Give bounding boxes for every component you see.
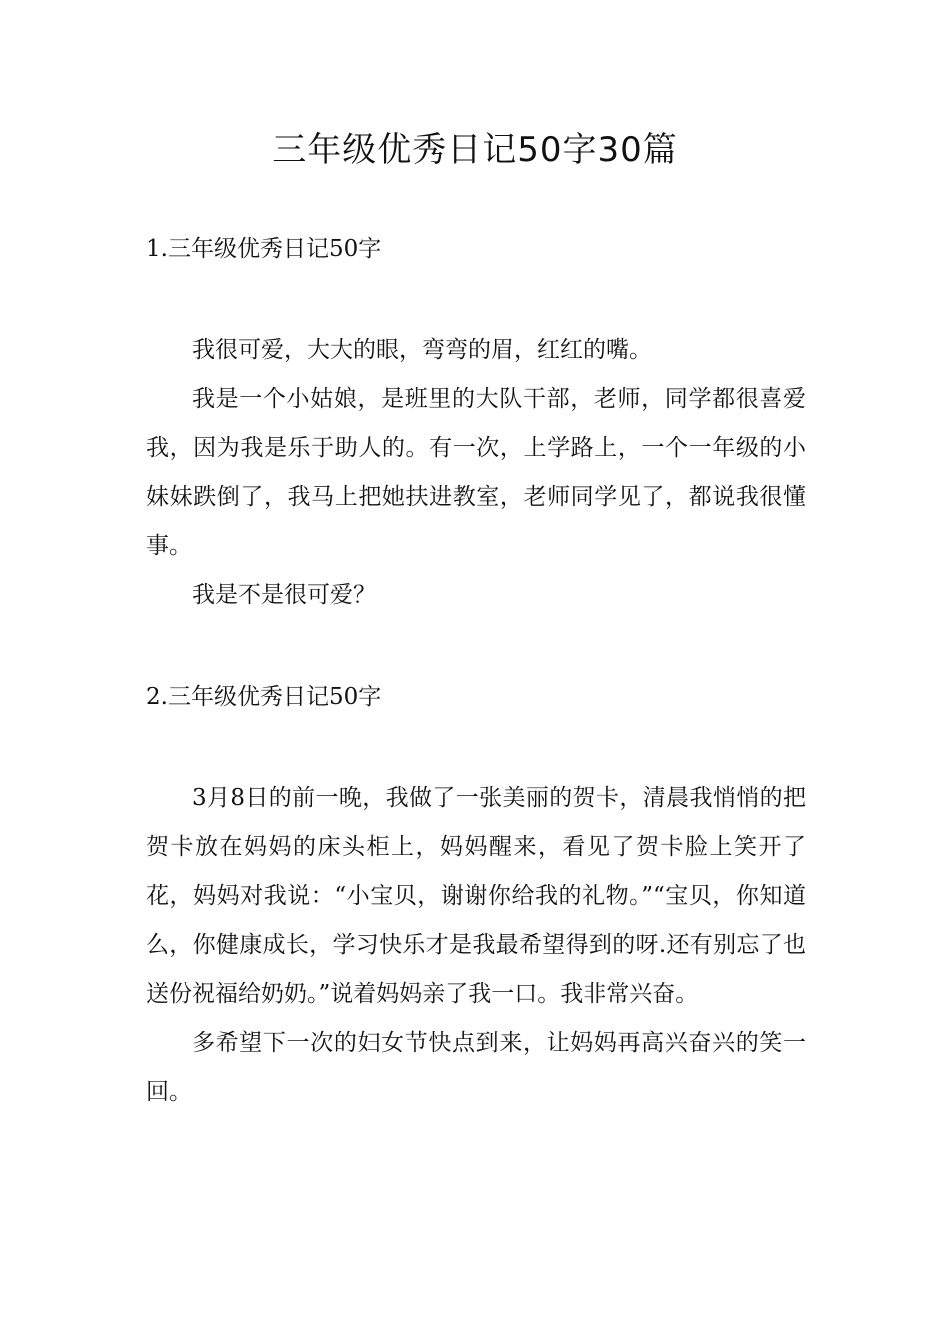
paragraph: 多希望下一次的妇女节快点到来，让妈妈再高兴奋兴的笑一回。: [146, 1030, 806, 1105]
paragraph: 我很可爱，大大的眼，弯弯的眉，红红的嘴。: [192, 337, 652, 363]
paragraph: 3月8日的前一晚，我做了一张美丽的贺卡，清晨我悄悄的把贺卡放在妈妈的床头柜上，妈妈醒来，看见了贺卡脸上笑开了花，妈妈对我说：“小宝贝，谢谢你给我的礼物。”“宝贝，你知道么，你健康成长，学习快乐才是我最希望得到的呀.还有别忘了也送份祝福给奶奶。”说着妈妈亲了我一口。我非常兴奋。: [146, 785, 806, 1007]
paragraph: 我是不是很可爱？: [192, 582, 376, 608]
document-title: 三年级优秀日记50字30篇: [272, 130, 678, 170]
paragraph: 我是一个小姑娘，是班里的大队干部，老师，同学都很喜爱我，因为我是乐于助人的。有一次，上学路上，一个一年级的小妹妹跌倒了，我马上把她扶进教室，老师同学见了，都说我很懂事。: [146, 386, 806, 559]
section-heading-1: 1.三年级优秀日记50字: [146, 236, 382, 262]
section-body-1: [146, 326, 806, 620]
section-body-2: [146, 774, 806, 1117]
section-heading-2: 2.三年级优秀日记50字: [146, 684, 382, 710]
